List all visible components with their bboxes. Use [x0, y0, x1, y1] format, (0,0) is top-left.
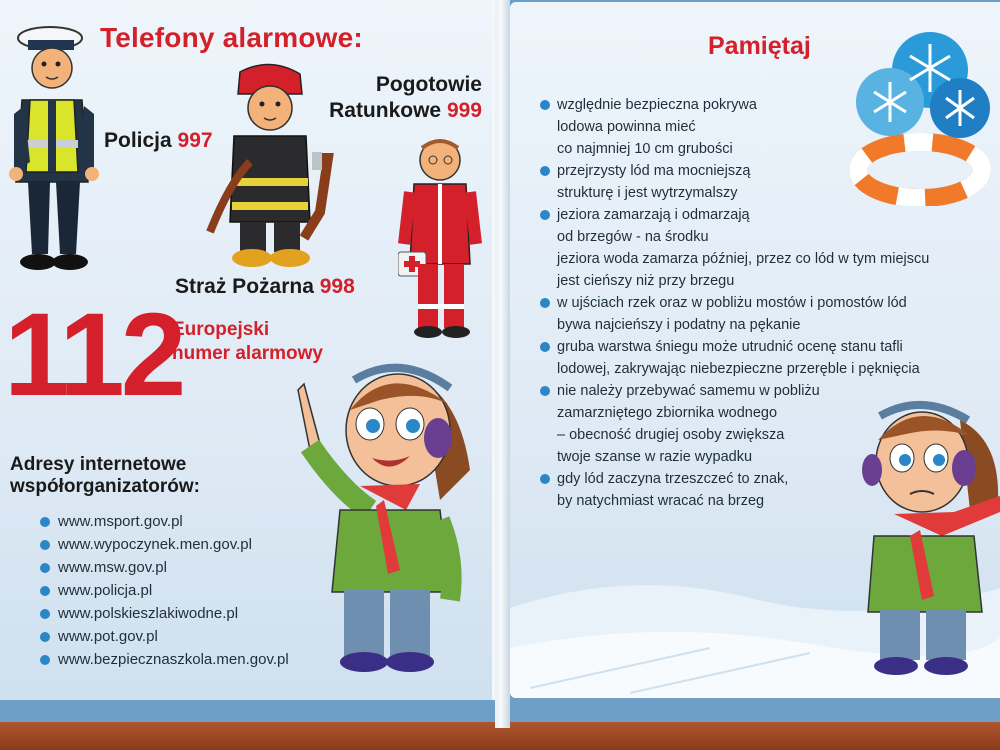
bullet-icon [540, 210, 550, 220]
bullet-icon [40, 586, 50, 596]
safety-point [540, 94, 1000, 160]
ambulance-name-line2: Ratunkowe [329, 99, 442, 122]
firefighter-illustration [200, 62, 340, 272]
link-item[interactable] [40, 556, 289, 579]
safety-point [540, 204, 1000, 292]
link-text[interactable]: www.policja.pl [58, 582, 153, 599]
police-name: Policja [104, 129, 172, 152]
fire-name: Straż Pożarna [175, 275, 314, 298]
european-line2: numer alarmowy [172, 343, 323, 364]
link-text[interactable]: www.bezpiecznaszkola.men.gov.pl [58, 651, 289, 668]
poster-gap [495, 0, 510, 728]
point-line: w ujściach rzek oraz w pobliżu mostów i pomostów lód [557, 295, 907, 311]
point-line: zamarzniętego zbiornika wodnego [557, 405, 778, 421]
ambulance-label [320, 72, 482, 124]
point-line: by natychmiast wracać na brzeg [557, 493, 765, 509]
fire-number: 998 [319, 275, 355, 298]
safety-point [540, 160, 1000, 204]
bullet-icon [540, 474, 550, 484]
link-item[interactable] [40, 533, 289, 556]
bullet-icon [40, 517, 50, 527]
point-line: jeziora woda zamarza później, przez co lód w tym miejscu [557, 251, 930, 267]
girl-pointing-illustration [280, 360, 480, 680]
emergency-numbers-title: Telefony alarmowe: [100, 22, 363, 53]
ambulance-number: 999 [446, 99, 482, 122]
point-line: strukturę i jest wytrzymalszy [557, 185, 738, 201]
girl-worried-illustration [850, 400, 1000, 682]
paramedic-illustration [398, 134, 484, 340]
bullet-icon [40, 540, 50, 550]
ambulance-name-line1: Pogotowie [375, 73, 482, 96]
point-line: lodowej, zakrywając niebezpieczne przeręble i pęknięcia [557, 361, 920, 377]
bullet-icon [40, 632, 50, 642]
link-item[interactable] [40, 510, 289, 533]
point-line: gdy lód zaczyna trzeszczeć to znak, [557, 471, 789, 487]
link-item[interactable] [40, 625, 289, 648]
point-line: nie należy przebywać samemu w pobliżu [557, 383, 820, 399]
point-line: bywa najcieńszy i podatny na pękanie [557, 317, 801, 333]
fire-label [175, 274, 355, 300]
link-item[interactable] [40, 579, 289, 602]
link-item[interactable] [40, 602, 289, 625]
bullet-icon [40, 563, 50, 573]
point-line: lodowa powinna mieć [557, 119, 696, 135]
bullet-icon [540, 298, 550, 308]
bullet-icon [540, 342, 550, 352]
point-line: przejrzysty lód ma mocniejszą [557, 163, 751, 179]
bullet-icon [540, 100, 550, 110]
safety-point [540, 336, 1000, 380]
point-line: jeziora zamarzają i odmarzają [557, 207, 750, 223]
point-line: względnie bezpieczna pokrywa [557, 97, 757, 113]
safety-point [540, 292, 1000, 336]
police-label [104, 128, 213, 154]
links-list [40, 510, 289, 671]
remember-title: Pamiętaj [708, 32, 811, 60]
link-text[interactable]: www.msport.gov.pl [58, 513, 183, 530]
link-item[interactable] [40, 648, 289, 671]
point-line: twoje szanse w razie wypadku [557, 449, 753, 465]
link-text[interactable]: www.wypoczynek.men.gov.pl [58, 536, 252, 553]
bullet-icon [40, 609, 50, 619]
bullet-icon [40, 655, 50, 665]
police-officer-illustration [8, 22, 100, 274]
point-line: jest cieńszy niż przy brzegu [557, 273, 735, 289]
left-panel [0, 0, 495, 700]
link-text[interactable]: www.pot.gov.pl [58, 628, 158, 645]
police-number: 997 [177, 129, 213, 152]
bullet-icon [540, 166, 550, 176]
point-line: co najmniej 10 cm grubości [557, 141, 733, 157]
addresses-heading [10, 454, 200, 498]
link-text[interactable]: www.msw.gov.pl [58, 559, 167, 576]
point-line: od brzegów - na środku [557, 229, 709, 245]
emergency-112-number: 112 [4, 289, 183, 421]
right-panel [510, 2, 1000, 698]
addresses-heading-line2: współorganizatorów: [10, 476, 200, 497]
addresses-heading-line1: Adresy internetowe [10, 454, 187, 475]
point-line: gruba warstwa śniegu może utrudnić ocenę stanu tafli [557, 339, 903, 355]
point-line: – obecność drugiej osoby zwiększa [557, 427, 785, 443]
european-number-label [172, 318, 323, 366]
european-line1: Europejski [172, 319, 270, 340]
link-text[interactable]: www.polskieszlakiwodne.pl [58, 605, 239, 622]
bullet-icon [540, 386, 550, 396]
